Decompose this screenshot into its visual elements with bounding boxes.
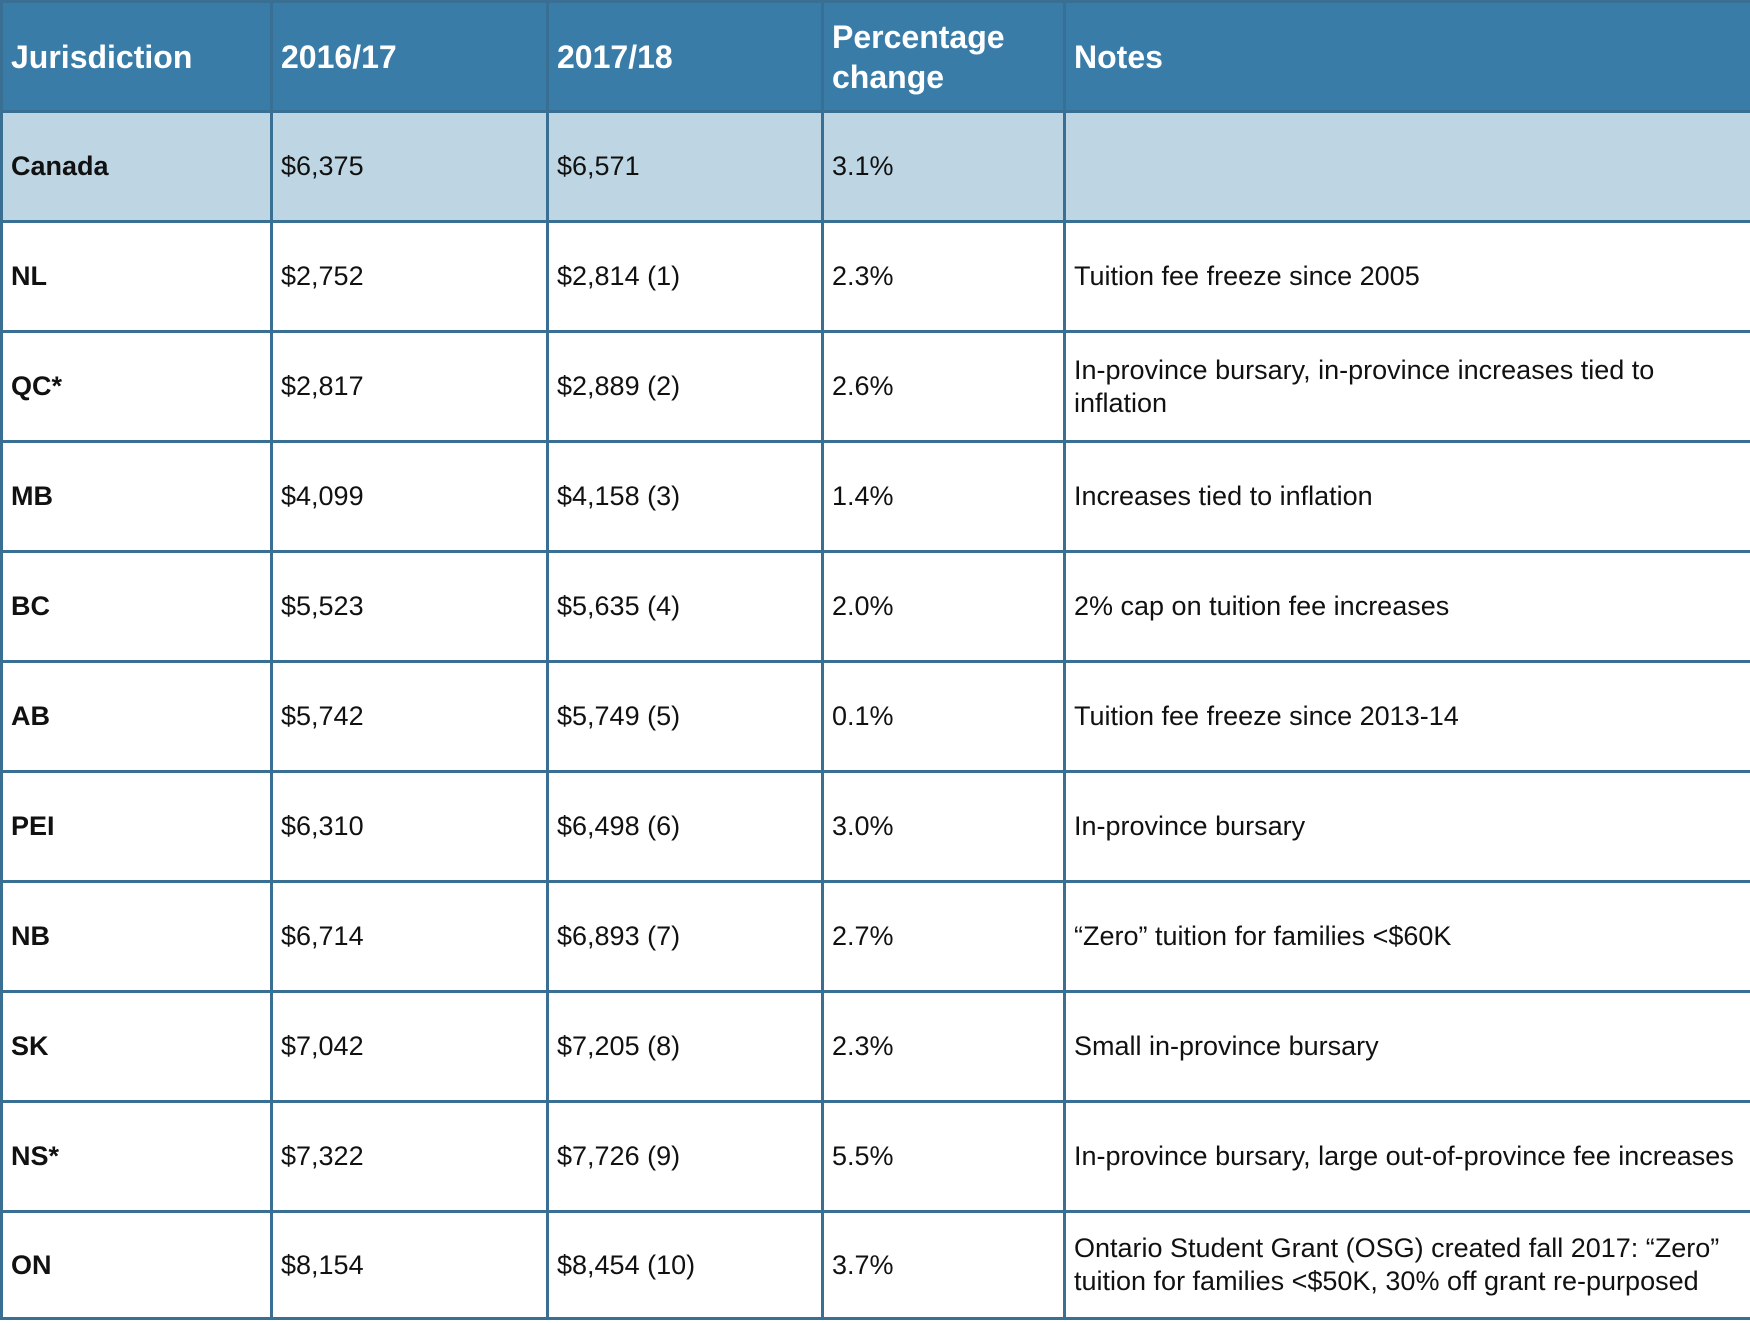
cell-percentage-change: 2.7%	[823, 882, 1065, 992]
cell-notes: “Zero” tuition for families <$60K	[1065, 882, 1750, 992]
cell-2016-17: $8,154	[272, 1212, 548, 1319]
header-2016-17: 2016/17	[272, 2, 548, 112]
cell-percentage-change: 5.5%	[823, 1102, 1065, 1212]
cell-jurisdiction: NL	[2, 222, 272, 332]
cell-notes: In-province bursary, in-province increases tied to inflation	[1065, 332, 1750, 442]
cell-jurisdiction: NS*	[2, 1102, 272, 1212]
cell-2017-18: $2,814 (1)	[548, 222, 823, 332]
table-row	[2, 332, 1750, 442]
cell-jurisdiction: Canada	[2, 112, 272, 222]
cell-2017-18: $5,749 (5)	[548, 662, 823, 772]
cell-2017-18: $6,498 (6)	[548, 772, 823, 882]
table-row	[2, 222, 1750, 332]
cell-2017-18: $4,158 (3)	[548, 442, 823, 552]
table-row	[2, 992, 1750, 1102]
cell-jurisdiction: BC	[2, 552, 272, 662]
cell-jurisdiction: QC*	[2, 332, 272, 442]
cell-2017-18: $5,635 (4)	[548, 552, 823, 662]
cell-2016-17: $6,375	[272, 112, 548, 222]
cell-2017-18: $6,571	[548, 112, 823, 222]
cell-2017-18: $7,205 (8)	[548, 992, 823, 1102]
cell-percentage-change: 2.6%	[823, 332, 1065, 442]
cell-jurisdiction: ON	[2, 1212, 272, 1319]
cell-jurisdiction: MB	[2, 442, 272, 552]
cell-2016-17: $5,523	[272, 552, 548, 662]
cell-notes: Small in-province bursary	[1065, 992, 1750, 1102]
cell-2016-17: $4,099	[272, 442, 548, 552]
header-notes: Notes	[1065, 2, 1750, 112]
cell-2016-17: $7,042	[272, 992, 548, 1102]
cell-2017-18: $7,726 (9)	[548, 1102, 823, 1212]
cell-percentage-change: 3.1%	[823, 112, 1065, 222]
cell-percentage-change: 2.3%	[823, 992, 1065, 1102]
table-row	[2, 1102, 1750, 1212]
cell-percentage-change: 3.7%	[823, 1212, 1065, 1319]
cell-jurisdiction: PEI	[2, 772, 272, 882]
table-row	[2, 112, 1750, 222]
cell-notes: In-province bursary, large out-of-province fee increases	[1065, 1102, 1750, 1212]
cell-2016-17: $6,714	[272, 882, 548, 992]
cell-percentage-change: 3.0%	[823, 772, 1065, 882]
cell-2016-17: $7,322	[272, 1102, 548, 1212]
cell-notes: Ontario Student Grant (OSG) created fall 2017: “Zero” tuition for families <$50K, 30% off grant re-purposed	[1065, 1212, 1750, 1319]
table-row	[2, 662, 1750, 772]
cell-percentage-change: 1.4%	[823, 442, 1065, 552]
cell-percentage-change: 0.1%	[823, 662, 1065, 772]
table-row	[2, 552, 1750, 662]
header-row	[2, 2, 1750, 112]
cell-notes: Increases tied to inflation	[1065, 442, 1750, 552]
table-row	[2, 1212, 1750, 1319]
cell-percentage-change: 2.3%	[823, 222, 1065, 332]
table-row	[2, 442, 1750, 552]
cell-notes: Tuition fee freeze since 2013-14	[1065, 662, 1750, 772]
cell-notes: Tuition fee freeze since 2005	[1065, 222, 1750, 332]
cell-jurisdiction: AB	[2, 662, 272, 772]
cell-2016-17: $5,742	[272, 662, 548, 772]
table-header	[2, 2, 1750, 112]
cell-notes: 2% cap on tuition fee increases	[1065, 552, 1750, 662]
cell-percentage-change: 2.0%	[823, 552, 1065, 662]
header-jurisdiction: Jurisdiction	[2, 2, 272, 112]
cell-2017-18: $2,889 (2)	[548, 332, 823, 442]
table-body	[2, 112, 1750, 1319]
table-row	[2, 882, 1750, 992]
cell-notes: In-province bursary	[1065, 772, 1750, 882]
header-percentage-change: Percentage change	[823, 2, 1065, 112]
cell-2017-18: $6,893 (7)	[548, 882, 823, 992]
cell-jurisdiction: SK	[2, 992, 272, 1102]
cell-2016-17: $2,817	[272, 332, 548, 442]
cell-notes	[1065, 112, 1750, 222]
header-2017-18: 2017/18	[548, 2, 823, 112]
cell-2017-18: $8,454 (10)	[548, 1212, 823, 1319]
cell-jurisdiction: NB	[2, 882, 272, 992]
table-row	[2, 772, 1750, 882]
cell-2016-17: $2,752	[272, 222, 548, 332]
cell-2016-17: $6,310	[272, 772, 548, 882]
